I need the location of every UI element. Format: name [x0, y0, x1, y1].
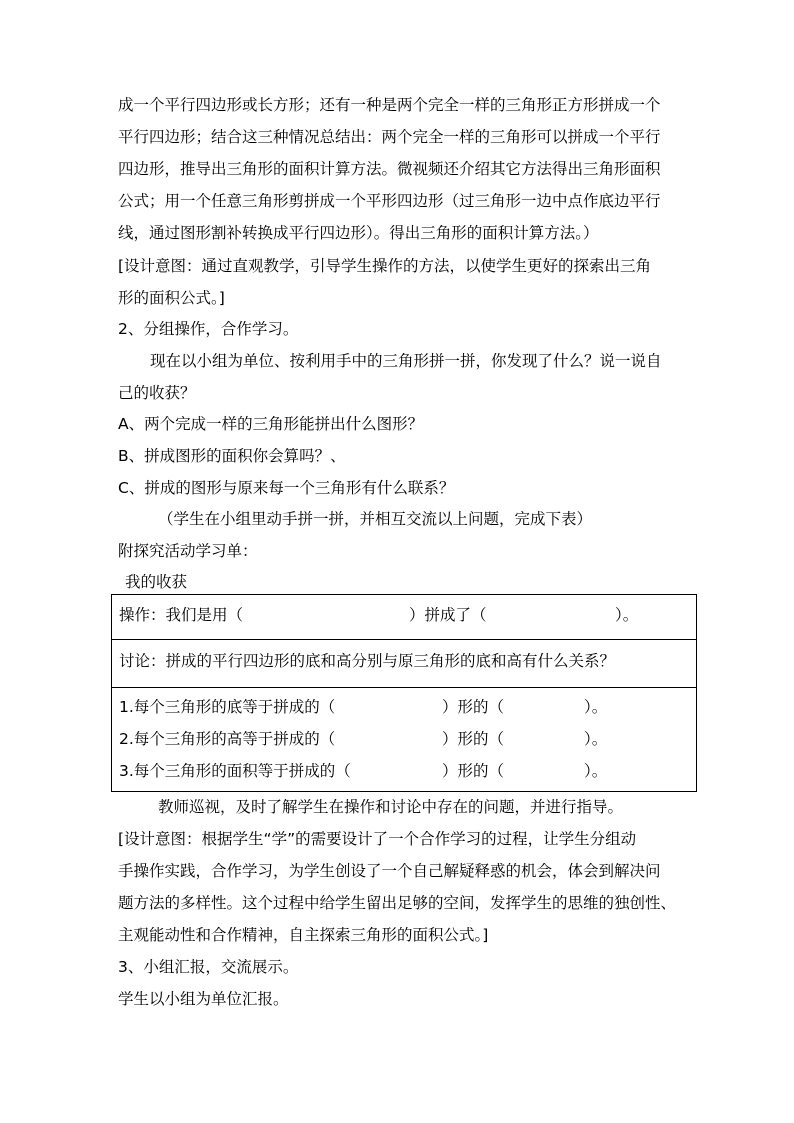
design-intent-line: 题方法的多样性。这个过程中给学生留出足够的空间，发挥学生的思维的独创性、: [118, 894, 677, 912]
design-intent-line: 主观能动性和合作精神，自主探索三角形的面积公式。]: [118, 926, 489, 944]
paragraph-line: 教师巡视，及时了解学生在操作和讨论中存在的问题，并进行指导。: [158, 798, 624, 816]
paragraph-line: 己的收获？: [118, 384, 196, 402]
paragraph-line: 现在以小组为单位、按利用手中的三角形拼一拼，你发现了什么？说一说自: [150, 352, 662, 370]
table-row-end: ）。: [584, 698, 608, 716]
table-row-end: ）。: [584, 730, 608, 748]
paragraph-line: 附探究活动学习单：: [118, 542, 258, 560]
question-c: C、拼成的图形与原来每一个三角形有什么联系？: [118, 479, 455, 497]
section-heading: 3、小组汇报，交流展示。: [118, 958, 299, 976]
operation-end: ）。: [615, 606, 639, 624]
section-heading: 2、分组操作，合作学习。: [118, 320, 299, 338]
paragraph-line: 公式；用一个任意三角形剪拼成一个平形四边形（过三角形一边中点作底边平行: [118, 192, 661, 210]
paragraph-line: 平行四边形；结合这三种情况总结出：两个完全一样的三角形可以拼成一个平行: [118, 128, 661, 146]
worksheet-table: [111, 594, 697, 792]
table-row-mid: ）形的（: [442, 730, 505, 748]
paragraph-line: 四边形，推导出三角形的面积计算方法。微视频还介绍其它方法得出三角形面积: [118, 160, 661, 178]
paragraph-line: （学生在小组里动手拼一拼，并相互交流以上问题，完成下表）: [158, 510, 593, 528]
table-row-lead: 1.每个三角形的底等于拼成的（: [119, 698, 336, 716]
paragraph-line: 线，通过图形割补转换成平行四边形）。得出三角形的面积计算方法。）: [118, 224, 599, 242]
worksheet-title: 我的收获: [125, 573, 188, 591]
design-intent-line: 手操作实践，合作学习，为学生创设了一个自己解疑释惑的机会，体会到解决问: [118, 862, 661, 880]
table-row-mid: ）形的（: [442, 698, 505, 716]
operation-mid: ）拼成了（: [409, 606, 487, 624]
table-row-end: ）。: [584, 762, 608, 780]
discussion-text: 讨论：拼成的平行四边形的底和高分别与原三角形的底和高有什么关系？: [119, 652, 616, 670]
paragraph-line: 学生以小组为单位汇报。: [118, 990, 289, 1008]
design-intent-line: [设计意图：通过直观教学，引导学生操作的方法，以使学生更好的探索出三角: [118, 257, 652, 275]
table-divider: [112, 687, 696, 688]
table-divider: [112, 639, 696, 640]
question-a: A、两个完成一样的三角形能拼出什么图形？: [118, 415, 424, 433]
design-intent-line: 形的面积公式。]: [118, 289, 225, 307]
table-row-mid: ）形的（: [442, 762, 505, 780]
question-b: B、拼成图形的面积你会算吗？、: [118, 447, 346, 465]
table-row-lead: 3.每个三角形的面积等于拼成的（: [119, 762, 351, 780]
table-row-lead: 2.每个三角形的高等于拼成的（: [119, 730, 336, 748]
paragraph-line: 成一个平行四边形或长方形；还有一种是两个完全一样的三角形正方形拼成一个: [118, 96, 661, 114]
operation-label: 操作：我们是用（: [119, 606, 244, 624]
design-intent-line: [设计意图：根据学生“学”的需要设计了一个合作学习的过程，让学生分组动: [118, 830, 637, 848]
